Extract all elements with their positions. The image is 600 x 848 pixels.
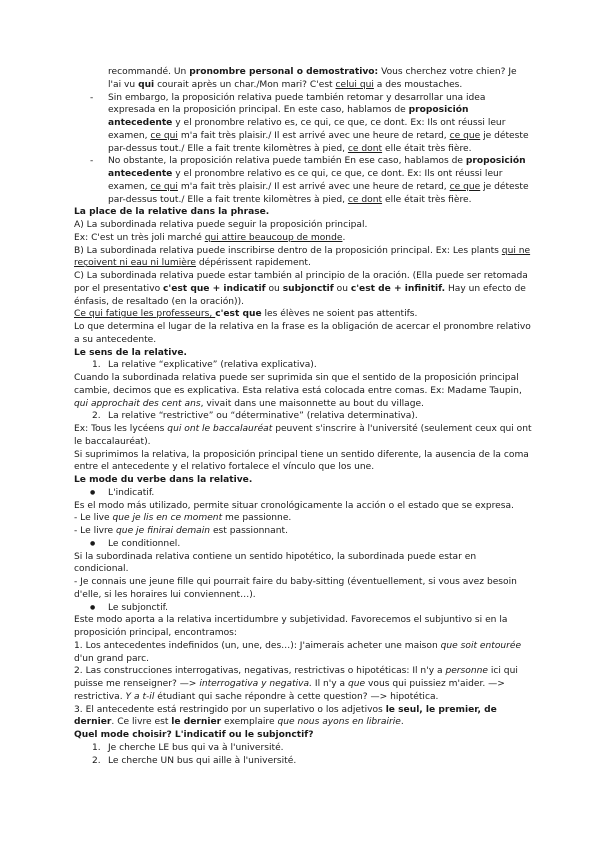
text-run: me passionne.	[222, 513, 292, 524]
heading-quel-mode: Quel mode choisir? L'indicatif ou le subjonctif?	[74, 730, 314, 740]
text-run: C) La subordinada relativa puede estar también al principio de la oración. (Ella puede ser retomada por el presentativo	[74, 271, 528, 294]
underlined-run: ce dont	[347, 194, 383, 205]
text-run: .	[400, 717, 404, 728]
text-run: Hay un efecto de énfasis, de resaltado (en la oración)).	[74, 283, 526, 307]
text-run: No obstante, la proposición relativa puede también En ese caso, hablamos de	[108, 156, 466, 167]
text-run: recommandé. Un	[108, 67, 190, 77]
text-run: 2. Las construcciones interrogativas, negativas, restrictivas o hipotéticas: Il n'y a	[74, 666, 446, 677]
bold-run: proposición antecedente	[108, 156, 526, 179]
text-run: elle était très fière.	[382, 143, 472, 154]
italic-run: personne	[445, 666, 488, 677]
list-text: La relative “explicative” (relativa explicativa).	[108, 360, 317, 371]
bullet-subjonctif: ● Le subjonctif.	[74, 602, 532, 615]
text-run: je déteste par-dessus tout./ Elle a fait trente kilomètres à pied,	[108, 181, 529, 205]
heading-mode-verbe: Le mode du verbe dans la relative.	[74, 475, 253, 485]
list-text: Je cherche LE bus qui va à l'université.	[108, 742, 284, 753]
italic-run: que je lis en ce moment	[112, 513, 223, 524]
text-run: Cuando la subordinada relativa puede ser suprimida sin que el sentido de la proposición principal cambie, decimos que es explicativa. Esta relativa está colocada entre comas. Ex: Madame Taupin,	[74, 373, 522, 396]
text-run: ou	[265, 283, 283, 294]
subjonctif-case-1	[74, 640, 532, 666]
text-run: B) La subordinada relativa puede inscribirse dentro de la proposición principal. Ex: Les plants	[74, 245, 502, 256]
bold-run: le seul, le premier, de dernier	[74, 704, 497, 728]
relative-pronoun-example-paragraph	[74, 66, 532, 92]
paragraph-subjonctif: Este modo aporta a la relativa incertidumbre y subjetividad. Favorecemos el subjuntivo si en la proposición principal, encontramos:	[74, 615, 508, 638]
text-run: Ex: C'est un très joli marché	[74, 232, 205, 243]
paragraph-placement-rule: Lo que determina el lugar de la relativa en la frase es la obligación de acercar el pronombre relativo a su antecedente.	[74, 322, 531, 345]
text-run: Il n'y a	[312, 679, 349, 689]
example-conditionnel: - Je connais une jeune fille qui pourrait faire du baby-sitting (éventuellement, si vous avez besoin d'elle, si les horaires lui conviennent…).	[74, 577, 517, 600]
bullet-indicatif: ● L'indicatif.	[74, 487, 532, 500]
dash-item-antecedent-1	[74, 92, 532, 156]
text-run: les élèves ne soient pas attentifs.	[261, 309, 418, 320]
underlined-run: ce qui	[150, 181, 178, 192]
bold-run: le dernier	[171, 717, 222, 728]
text-run: vous qui puissiez m'aider. —> restrictiva.	[74, 679, 505, 702]
text-run: ici qui puisse me renseigner? —>	[74, 666, 518, 689]
text-run: est passionnant.	[210, 526, 288, 536]
text-run: étudiant qui sache répondre à cette question? —> hipotética.	[154, 691, 439, 702]
underlined-run: celui qui	[335, 79, 374, 90]
text-run: , vivait dans une maisonnette au bout du village.	[200, 398, 424, 409]
text-run: .	[342, 232, 346, 243]
text-run: je déteste par-dessus tout./ Elle a fait trente kilomètres à pied,	[108, 130, 529, 154]
bold-run: qui	[138, 79, 155, 90]
numbered-item-restrictive	[74, 410, 532, 423]
text-run: ou	[333, 283, 351, 294]
paragraph-restrictive-example	[74, 423, 532, 449]
text-run: m'a fait très plaisir./ Il est arrivé avec une heure de retard,	[177, 181, 450, 192]
text-run: Ex: Tous les lycéens	[74, 424, 168, 434]
text-run: courait après un char./Mon mari? C'est	[154, 79, 336, 90]
numbered-item-le-bus	[74, 742, 532, 755]
list-text: Le cherche UN bus qui aille à l'université.	[108, 755, 297, 766]
paragraph-conditionnel: Si la subordinada relativa contiene un sentido hipotético, la subordinada puede estar en condicional.	[74, 551, 477, 575]
italic-run: Y a t-il	[125, 691, 155, 702]
underlined-run: qui ne reçoivent ni eau ni lumière	[74, 245, 531, 269]
text-run: a des moustaches.	[373, 79, 463, 90]
text-run: . Ce livre est	[111, 717, 172, 728]
text-run: Vous cherchez votre chien? Je l'ai vu	[108, 67, 517, 90]
italic-run: qui approchait des cent ans	[74, 398, 201, 409]
italic-run: qui ont le baccalauréat	[167, 424, 273, 434]
text-run: Sin embargo, la proposición relativa puede también retomar y desarrollar una idea expresada en la proposición principal. En este caso, hablamos de	[108, 92, 486, 116]
list-text: La relative “restrictive” ou “déterminative” (relativa determinativa).	[108, 411, 418, 422]
underlined-run: qui attire beaucoup de monde	[204, 232, 343, 243]
text-run: elle était très fière.	[382, 194, 472, 205]
paragraph-indicatif: Es el modo más utilizado, permite situar cronológicamente la acción o el estado que se expresa.	[74, 500, 514, 511]
numbered-item-un-bus	[74, 755, 532, 768]
example-indicatif-2	[74, 525, 532, 538]
text-run: y el pronombre relativo es ce qui, ce que, ce dont. Ex: Ils ont réussi leur examen,	[108, 169, 503, 192]
subjonctif-case-3	[74, 704, 532, 730]
underlined-run: ce qui	[150, 130, 178, 141]
paragraph-example-a	[74, 232, 532, 245]
text-run: m'a fait très plaisir./ Il est arrivé avec une heure de retard,	[177, 130, 450, 141]
paragraph-explicative	[74, 372, 532, 410]
bold-run: subjonctif	[282, 283, 334, 294]
paragraph-example-c	[74, 308, 532, 321]
list-number: 2.	[92, 755, 101, 766]
bold-run: c'est que + indicatif	[163, 283, 266, 294]
heading-sens-relative: Le sens de la relative.	[74, 347, 187, 358]
italic-run: que	[348, 679, 366, 689]
bold-run: proposición antecedente	[108, 105, 469, 128]
subjonctif-case-2	[74, 665, 532, 703]
underlined-run: ce que	[449, 181, 481, 192]
text-run: peuvent s'inscrire à l'université (seulement ceux qui ont le baccalauréat).	[74, 424, 532, 447]
underlined-run: Ce qui fatigue les professeurs,	[74, 309, 216, 320]
text-run: 1. Los antecedentes indefinidos (un, une, des…): J'aimerais acheter une maison	[74, 640, 441, 651]
text-run: exemplaire	[221, 717, 278, 728]
list-number: 1.	[92, 360, 101, 371]
italic-run: que soit entourée	[440, 640, 522, 651]
paragraph-b	[74, 245, 532, 271]
dash-item-antecedent-2	[74, 155, 532, 206]
paragraph-c	[74, 270, 532, 308]
list-number: 2.	[92, 411, 101, 422]
text-run: y el pronombre relativo es, ce qui, ce que, ce dont. Ex: Ils ont réussi leur examen,	[108, 118, 506, 141]
example-indicatif-1	[74, 512, 532, 525]
underlined-run: ce dont	[347, 143, 383, 154]
underlined-run: ce que	[449, 130, 481, 141]
numbered-item-explicative	[74, 359, 532, 372]
italic-run: que je finirai demain	[116, 526, 211, 536]
bold-run: c'est de + infinitif.	[350, 283, 446, 294]
paragraph-restrictive-explanation: Si suprimimos la relativa, la proposición principal tiene un sentido diferente, la ausencia de la coma entre el antecedente y el relativo fortalece el vínculo que los une.	[74, 449, 529, 473]
text-run: 3. El antecedente está restringido por un superlativo o los adjetivos	[74, 704, 386, 715]
italic-run: que nous ayons en librairie	[277, 717, 401, 728]
paragraph-a: A) La subordinada relativa puede seguir la proposición principal.	[74, 220, 368, 230]
heading-place-relative: La place de la relative dans la phrase.	[74, 207, 270, 218]
text-run: d'un grand parc.	[74, 653, 149, 664]
bold-run: pronombre personal o demostrativo:	[189, 67, 379, 77]
bullet-conditionnel: ● Le conditionnel.	[74, 538, 532, 551]
italic-run: interrogativa y negativa.	[199, 679, 313, 689]
bold-run: c'est que	[215, 309, 262, 320]
text-run: - Le live	[74, 513, 113, 524]
list-number: 1.	[92, 742, 101, 753]
text-run: - Le livre	[74, 526, 117, 536]
text-run: dépérissent rapidement.	[196, 258, 311, 269]
